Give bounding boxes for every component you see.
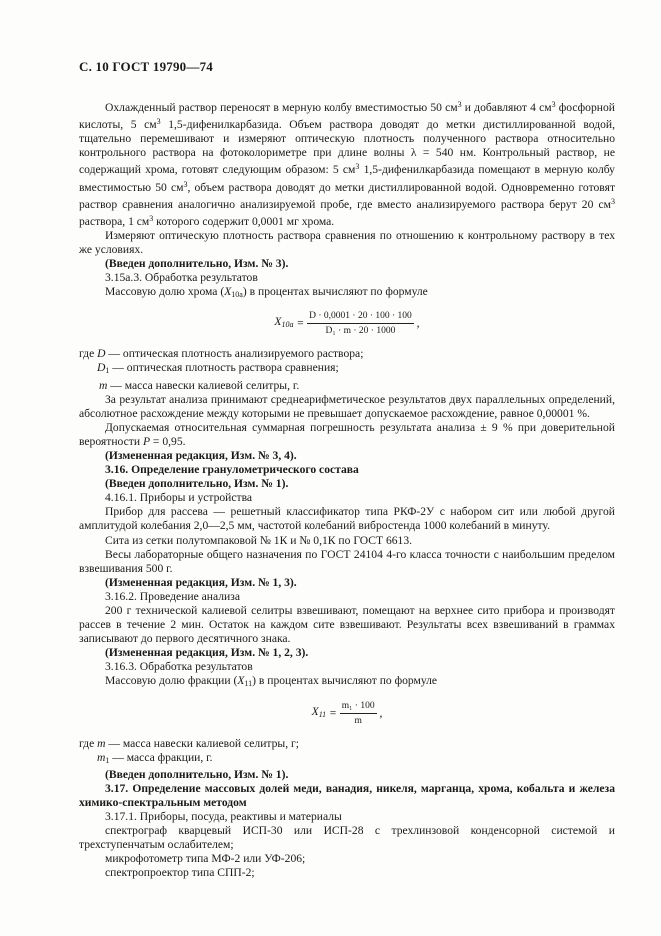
section-3-17-heading: 3.17. Определение массовых долей меди, ванадия, никеля, марганца, хрома, кобальта и железа химико-спектральным методом [79, 781, 615, 809]
definition-m-sample: где m — масса навески калиевой селитры, г; [79, 736, 299, 750]
amendment-note: (Измененная редакция, Изм. № 1, 3). [105, 575, 297, 589]
paragraph-cooled-solution: Охлажденный раствор переносят в мерную колбу вместимостью 50 $см^3$ и добавляют 4 $см^3$ фосфорной кислоты, 5 $см^3$ 1,5-дифенилкарбазида. Объем раствора доводят до метки дистиллированной водой, тщательно перемешивают и измеряют оптическую плотность полученного раствора относительно контрольного раствора на фотоколориметре при длине волны λ = 540 нм. Контрольный раствор, не содержащий хрома, готовят следующим образом: 5 $см^3$ 1,5-дифенилкарбазида помещают в мерную колбу вместимостью 50 $см^3$, объем раствора доводят до метки дистиллированной водой. Одновременно готовят раствор сравнения аналогично анализируемой пробе, где вместо анализируемого раствора берут 20 $см^3$ раствора, 1 $см^3$ которого содержит 0,0001 мг хрома. [79, 100, 616, 228]
formula-numerator: D · 0,0001 · 20 · 100 · 100 [307, 310, 414, 324]
definition-d1: $D_1$ — оптическая плотность раствора сравнения; [97, 361, 339, 376]
formula-fraction: $X_{11}$ = $\frac{\text{m₁ · 100}}{m}$ , [311, 700, 383, 726]
formula-denominator: D₁ · m · 20 · 1000 [325, 326, 396, 337]
paragraph-scales: Весы лабораторные общего назначения по ГОСТ 24104 4-го класса точности с наибольшим пределом взвешивания 500 г. [79, 547, 615, 575]
section-3-16-heading: 3.16. Определение гранулометрического состава [105, 463, 359, 477]
section-3-17-1: 3.17.1. Приборы, посуда, реактивы и материалы [105, 810, 342, 824]
paragraph-chromium-formula-intro: Массовую долю хрома $(X_{10a})$ в процентах вычисляют по формуле [105, 285, 428, 300]
paragraph-sieve-device: Прибор для рассева — решетный классификатор типа РКФ-2У с набором сит или любой другой амплитудой колебания 2,0—2,5 мм, частотой колебаний вибростенда 1000 колебаний в минуту. [79, 505, 615, 533]
paragraph-result-average: За результат анализа принимают среднеарифметическое результатов двух параллельных определений, абсолютное расхождение между которыми не превышает допускаемое расхождение, равное 0,00001 %. [79, 392, 615, 420]
definition-m1: $m_1$ — масса фракции, г. [97, 750, 213, 765]
paragraph-fraction-formula-intro: Массовую долю фракции $(X_{11})$ в процентах вычисляют по формуле [105, 674, 438, 689]
paragraph-spectroprojector: спектропроектор типа СПП-2; [105, 866, 255, 880]
document-page [79, 60, 615, 881]
section-4-16-1: 4.16.1. Приборы и устройства [105, 491, 253, 505]
section-3-15a-3: 3.15а.3. Обработка результатов [105, 271, 258, 285]
amendment-note: (Измененная редакция, Изм. № 3, 4). [105, 448, 297, 462]
paragraph-analysis-procedure: 200 г технической калиевой селитры взвешивают, помещают на верхнее сито прибора и производят рассев в течение 2 мин. Остаток на каждом сите взвешивают. Результаты всех взвешиваний в граммах записывают до первого десятичного знака. [79, 604, 615, 646]
paragraph-spectrograph: спектрограф кварцевый ИСП-30 или ИСП-28 с трехлинзовой конденсорной системой и трехступенчатым ослабителем; [79, 824, 615, 852]
amendment-note: (Введен дополнительно, Изм. № 3). [105, 257, 289, 271]
formula-denominator: m [354, 715, 362, 726]
definition-d: где D — оптическая плотность анализируемого раствора; [79, 347, 364, 361]
paragraph-error: Допускаемая относительная суммарная погрешность результата анализа ± 9 % при доверительной вероятности P = 0,95. [79, 420, 615, 448]
amendment-note: (Введен дополнительно, Изм. № 1). [105, 477, 289, 491]
definition-m: m — масса навески калиевой селитры, г. [99, 378, 300, 392]
paragraph-microphotometer: микрофотометр типа МФ-2 или УФ-206; [105, 852, 306, 866]
section-3-16-2: 3.16.2. Проведение анализа [105, 589, 240, 603]
formula-numerator: m₁ · 100 [340, 700, 377, 714]
paragraph-sieves: Сита из сетки полутомпаковой № 1К и № 0,1К по ГОСТ 6613. [105, 533, 413, 547]
formula-chromium: $X_{10a}$ = $\frac{D \cdot 0,0001 \cdot 20 \cdot 100 \cdot 100}{\text{D₁ · m · 20 · 1000}}$ , [274, 311, 420, 337]
section-3-16-3: 3.16.3. Обработка результатов [105, 660, 253, 674]
page-header: С. 10 ГОСТ 19790—74 [79, 59, 213, 74]
paragraph-measure-density: Измеряют оптическую плотность раствора сравнения по отношению к контрольному раствору в тех же условиях. [79, 228, 615, 256]
amendment-note: (Введен дополнительно, Изм. № 1). [105, 767, 289, 781]
amendment-note: (Измененная редакция, Изм. № 1, 2, 3). [105, 646, 309, 660]
